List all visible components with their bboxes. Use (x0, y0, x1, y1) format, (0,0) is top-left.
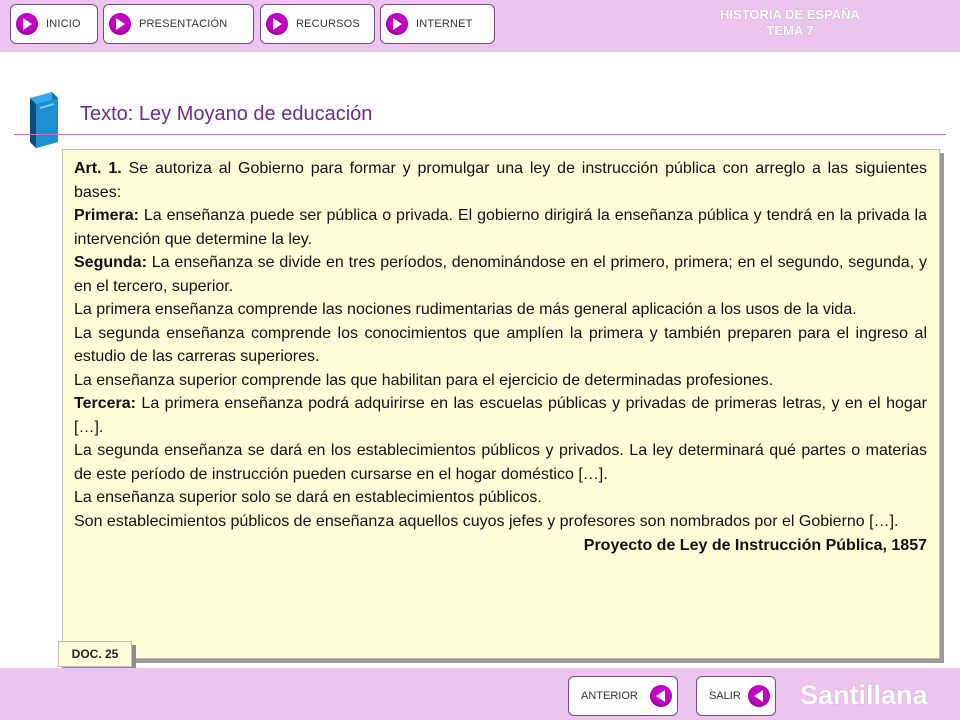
page-title: Texto: Ley Moyano de educación (80, 103, 373, 125)
course-subject: HISTORIA DE ESPAÑA (720, 7, 860, 22)
doc-badge: DOC. 25 (58, 641, 132, 667)
document-paragraph: Tercera: La primera enseñanza podrá adquirirse en las escuelas públicas y privadas de primeras letras, y en el hogar […]. (74, 395, 927, 436)
nav-button-inicio[interactable] (10, 4, 98, 44)
nav-button-internet[interactable] (380, 4, 495, 44)
document-paragraph: La enseñanza superior comprende las que habilitan para el ejercicio de determinadas profesiones. (74, 371, 774, 389)
anterior-button[interactable] (568, 676, 678, 716)
back-arrow-icon (650, 685, 672, 707)
play-arrow-icon (266, 13, 288, 35)
brand-logo: Santillana (800, 680, 928, 710)
nav-button-presentacion[interactable] (103, 4, 254, 44)
salir-button-label: SALIR (709, 690, 741, 702)
back-arrow-icon (748, 685, 770, 707)
document-paragraph: Son establecimientos públicos de enseñanza aquellos cuyos jefes y profesores son nombrados por el Gobierno […]. (74, 512, 899, 530)
document-source: Proyecto de Ley de Instrucción Pública, 1857 (583, 537, 927, 554)
nav-button-label: INICIO (46, 18, 81, 30)
play-arrow-icon (16, 13, 38, 35)
nav-button-label: INTERNET (416, 18, 473, 30)
salir-button[interactable] (696, 676, 776, 716)
document-paragraph: Segunda: La enseñanza se divide en tres períodos, denominándose en el primero, primera; en el segundo, segunda, y en el tercero, superior. (74, 254, 927, 295)
play-arrow-icon (386, 13, 408, 35)
document-paragraph: Art. 1. Se autoriza al Gobierno para formar y promulgar una ley de instrucción pública con arreglo a las siguientes bases: (74, 160, 928, 201)
anterior-button-label: ANTERIOR (581, 690, 638, 702)
nav-button-recursos[interactable] (260, 4, 375, 44)
document-paragraph: La primera enseñanza comprende las nociones rudimentarias de más general aplicación a los usos de la vida. (74, 301, 857, 318)
book-icon (24, 92, 64, 155)
play-arrow-icon (109, 13, 131, 35)
document-text-box (62, 149, 940, 659)
document-paragraph: La segunda enseñanza se dará en los establecimientos públicos y privados. La ley determinará qué partes o materias de este período de instrucción pueden cursarse en el hogar doméstico […]. (74, 442, 927, 483)
title-divider (14, 134, 946, 135)
document-paragraph: Primera: La enseñanza puede ser pública o privada. El gobierno dirigirá la enseñanza pública y tendrá en la privada la intervención que determine la ley. (74, 207, 927, 248)
nav-button-label: PRESENTACIÓN (139, 18, 228, 30)
document-paragraph: La segunda enseñanza comprende los conocimientos que amplíen la primera y también preparen para el ingreso al estudio de las carreras superiores. (74, 324, 927, 365)
document-paragraph: La enseñanza superior solo se dará en establecimientos públicos. (74, 489, 542, 506)
nav-button-label: RECURSOS (296, 18, 360, 30)
course-title (690, 7, 890, 39)
course-unit: TEMA 7 (766, 23, 814, 38)
